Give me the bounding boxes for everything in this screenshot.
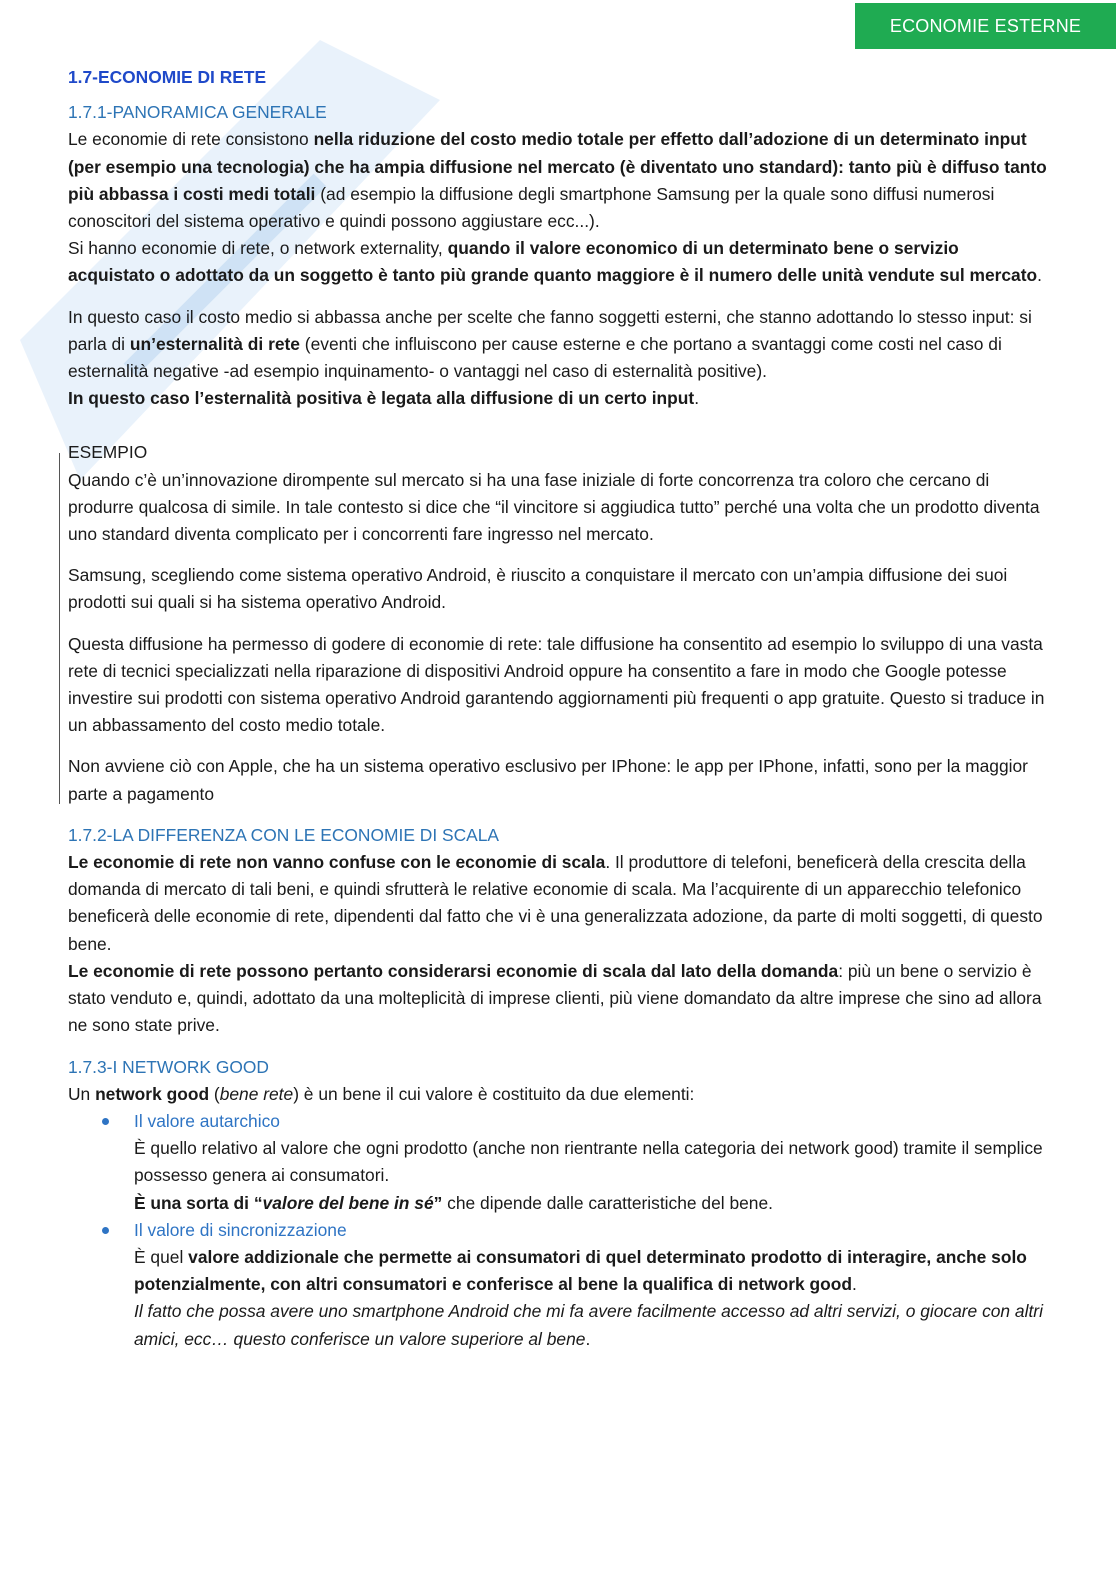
- section-tag: ECONOMIE ESTERNE: [855, 3, 1116, 49]
- bullet-text: È una sorta di “valore del bene in sé” che dipende dalle caratteristiche del bene.: [134, 1192, 773, 1213]
- example-paragraph: Non avviene ciò con Apple, che ha un sistema operativo esclusivo per IPhone: le app per IPhone, infatti, sono per la maggior parte a pagamento: [68, 756, 1028, 804]
- paragraph: Un network good (bene rete) è un bene il cui valore è costituito da due elementi:: [68, 1083, 695, 1104]
- list-item: [68, 1108, 1048, 1217]
- bullet-list: [68, 1108, 1048, 1353]
- bullet-text: È quel valore addizionale che permette ai consumatori di quel determinato prodotto di interagire, anche solo potenzialmente, con altri consumatori e conferisce al bene la qualifica di network good.: [134, 1246, 1027, 1295]
- bullet-text: È quello relativo al valore che ogni prodotto (anche non rientrante nella categoria dei network good) tramite il semplice possesso genera ai consumatori.: [134, 1138, 1043, 1186]
- bullet-title: Il valore autarchico: [134, 1110, 280, 1131]
- example-paragraph: Questa diffusione ha permesso di godere di economie di rete: tale diffusione ha consentito ad esempio lo sviluppo di una vasta rete di tecnici specializzati nella riparazione di dispositivi Android oppure ha consentito a fare in modo che Google potesse investire sui prodotti con sistema operativo Android garantendo aggiornamenti più frequenti o app gratuite. Questo si traduce in un abbassamento del costo medio totale.: [68, 633, 1045, 736]
- bullet-icon: [102, 1118, 109, 1125]
- subsection-title-network-good: 1.7.3-I NETWORK GOOD: [68, 1056, 269, 1077]
- example-paragraph: Samsung, scegliendo come sistema operativo Android, è riuscito a conquistare il mercato con un’ampia diffusione dei suoi prodotti sui quali si ha sistema operativo Android.: [68, 565, 1008, 613]
- paragraph: In questo caso il costo medio si abbassa anche per scelte che fanno soggetti esterni, che stanno adottando lo stesso input: si parla di un’esternalità di rete (eventi che influiscono per cause esterne e che portano a svantaggi come costi nel caso di esternalità negative -ad esempio inquinamento- o vantaggi nel caso di esternalità positive).: [68, 306, 1032, 382]
- subsection-title-differenza: 1.7.2-LA DIFFERENZA CON LE ECONOMIE DI SCALA: [68, 824, 500, 845]
- paragraph: Si hanno economie di rete, o network externality, quando il valore economico di un determinato bene o servizio acquistato o adottato da un soggetto è tanto più grande quanto maggiore è il numero delle unità vendute sul mercato.: [68, 238, 1042, 286]
- subsection-title-panoramica: 1.7.1-PANORAMICA GENERALE: [68, 102, 327, 123]
- bullet-icon: [102, 1227, 109, 1234]
- document-body: [68, 64, 1048, 1353]
- bullet-title: Il valore di sincronizzazione: [134, 1219, 347, 1240]
- list-item: [68, 1217, 1048, 1353]
- paragraph: Le economie di rete consistono nella riduzione del costo medio totale per effetto dall’adozione di un determinato input (per esempio una tecnologia) che ha ampia diffusione nel mercato (è diventato uno standard): tanto più è diffuso tanto più abbassa i costi medi totali (ad esempio la diffusione degli smartphone Samsung per la quale sono diffusi numerosi conoscitori del sistema operativo e quindi possono aggiustare ecc...).: [68, 129, 1047, 232]
- section-title: 1.7-ECONOMIE DI RETE: [68, 67, 267, 87]
- paragraph: In questo caso l’esternalità positiva è legata alla diffusione di un certo input.: [68, 388, 700, 409]
- example-paragraph: Quando c’è un’innovazione dirompente sul mercato si ha una fase iniziale di forte concorrenza tra coloro che cercano di produrre qualcosa di simile. In tale contesto si dice che “il vincitore si aggiudica tutto” perché una volta che un prodotto diventa uno standard diventa complicato per i concorrenti fare ingresso nel mercato.: [68, 469, 1040, 545]
- paragraph: Le economie di rete possono pertanto considerarsi economie di scala dal lato della domanda: più un bene o servizio è stato venduto e, quindi, adottato da una molteplicità di imprese clienti, più viene domandato da altre imprese che sino ad allora ne sono state prive.: [68, 960, 1042, 1036]
- bullet-text: Il fatto che possa avere uno smartphone Android che mi fa avere facilmente accesso ad altri servizi, o giocare con altri amici, ecc… questo conferisce un valore superiore al bene.: [134, 1301, 1043, 1349]
- example-block: [68, 439, 1048, 807]
- example-label: ESEMPIO: [68, 442, 148, 463]
- example-border: [59, 453, 60, 803]
- paragraph: Le economie di rete non vanno confuse con le economie di scala. Il produttore di telefoni, beneficerà della crescita della domanda di mercato di tali beni, e quindi sfrutterà le relative economie di scala. Ma l’acquirente di un apparecchio telefonico beneficerà delle economie di rete, dipendenti dal fatto che vi è una generalizzata adozione, da parte di molti soggetti, di questo bene.: [68, 852, 1043, 954]
